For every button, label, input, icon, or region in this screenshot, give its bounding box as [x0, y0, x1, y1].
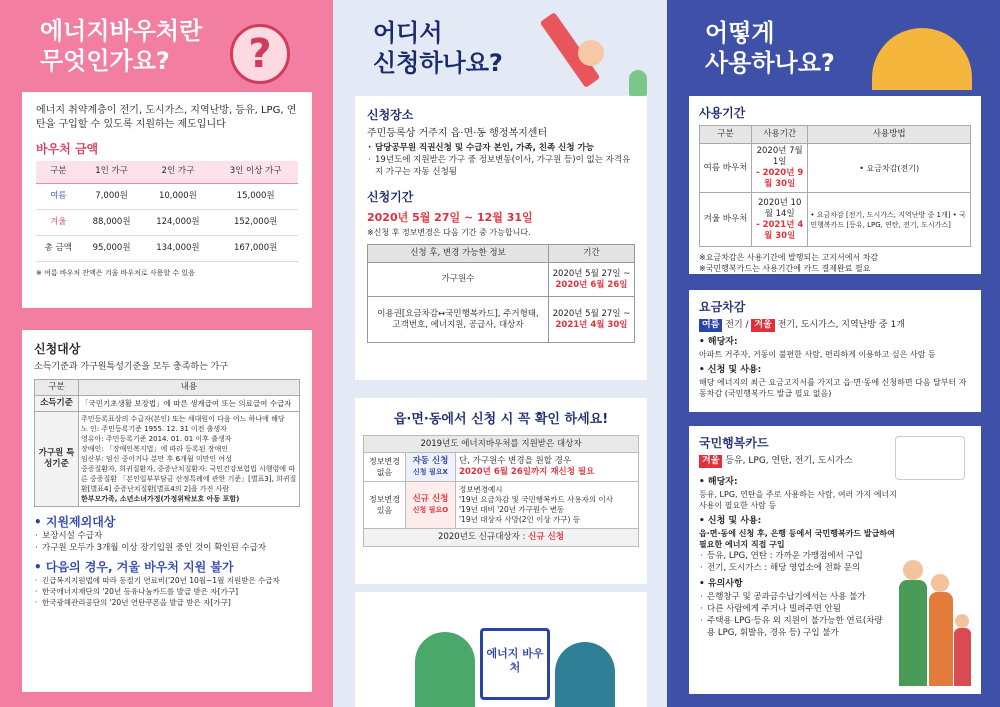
table-row	[364, 482, 639, 529]
bill-heading: 요금차감	[699, 300, 746, 314]
row-label: 소득기준	[35, 396, 79, 412]
row-label: 정보변경 없음	[364, 453, 406, 482]
happy-card-card	[689, 426, 981, 694]
panel-how-to-use	[667, 0, 1000, 707]
col-header: 1인 가구	[81, 161, 143, 183]
col-header: 기간	[549, 245, 635, 263]
use-note-2: ※국민행복카드는 사용기간에 카드 결제완료 필요	[699, 264, 871, 273]
cell-highlight: 2020년 6월 26일까지 재신청 필요	[459, 467, 595, 477]
table-cell: 124,000원	[143, 209, 214, 235]
person-body	[899, 580, 927, 686]
date-start: 2020년 5월 27일 ~	[552, 268, 631, 279]
new-apply-label: 신규 신청	[412, 494, 449, 504]
amount-heading: 바우처 금액	[36, 142, 99, 156]
footer-text: 2020년도 신규대상자 :	[438, 532, 529, 542]
amount-table	[36, 161, 298, 262]
table-cell: • 요금차감 [전기, 도시가스, 지역난방 중 1개] • 국민행복카드 [등유, LPG, 연탄, 전기, 도시가스]	[808, 193, 971, 247]
place-main: 주민등록상 거주지 읍·면·동 행정복지센터	[367, 128, 548, 139]
table-cell: 가구원수	[368, 263, 549, 297]
title-line-2: 신청하나요?	[373, 49, 503, 77]
list-item: · 보장시설 수급자	[34, 530, 300, 542]
change-table	[367, 244, 635, 343]
table-row	[700, 144, 971, 193]
row-label: 가구원 특성기준	[35, 412, 79, 507]
table-cell: 134,000원	[143, 235, 214, 261]
criteria-line: 임산부: 임신 중이거나 분만 후 6개월 미만인 여성	[81, 455, 232, 463]
date-end: - 2021년 4월 30일	[756, 219, 804, 241]
panel-title	[373, 18, 503, 78]
table-cell	[752, 144, 808, 193]
list-item: · 19년도에 지원받은 가구 중 정보변동(이사, 가구원 등)이 없는 자격유지 가구는 자동 신청됨	[367, 154, 635, 178]
col-header: 2인 가구	[143, 161, 214, 183]
date-start: 2020년 10월 14일	[758, 197, 802, 219]
place-heading: 신청장소	[367, 108, 414, 122]
table-row	[36, 183, 298, 209]
use-note-1: ※요금차감은 사용기간에 발행되는 고지서에서 차감	[699, 253, 879, 262]
plant-illustration	[629, 70, 647, 96]
card-image	[895, 436, 965, 480]
person-head	[931, 574, 949, 592]
cell-text: 정보변경예시	[459, 485, 503, 494]
footer-cell	[364, 529, 639, 547]
member-criteria-cell	[79, 412, 300, 507]
house-icon: 에너지 바우처	[480, 628, 550, 700]
table-row	[368, 297, 635, 343]
cell-text: '19년 대비 '20년 가구원수 변동	[459, 505, 565, 514]
title-line-1: 어디서	[373, 19, 443, 47]
table-cell: 15,000원	[213, 183, 298, 209]
exclusion-list	[34, 530, 300, 554]
check-table	[363, 435, 639, 547]
target-desc: 소득기준과 가구원특성기준을 모두 충족하는 가구	[34, 362, 229, 372]
title-line-1: 어떻게	[705, 19, 775, 47]
winter-tag: 겨울	[699, 455, 722, 468]
title-line-1: 에너지바우처란	[40, 17, 203, 45]
summer-tag: 여름	[699, 319, 722, 332]
place-list	[367, 142, 635, 178]
table-cell: • 요금차감(전기)	[808, 144, 971, 193]
col-header: 신청 후, 변경 가능한 정보	[368, 245, 549, 263]
col-header: 사용기간	[752, 126, 808, 144]
title-line-2: 무엇인가요?	[40, 47, 170, 75]
sub-label: 신청 필요O	[412, 506, 449, 514]
period-heading: 신청기간	[367, 190, 414, 204]
table-row	[368, 263, 635, 297]
col-header: 2019년도 에너지바우처를 지원받은 대상자	[364, 436, 639, 453]
bill-apply-text: 해당 에너지의 최근 요금고지서를 가지고 읍·면·동에 신청하면 다음 달부터 자동차감 (국민행복카드 발급 필요 없음)	[699, 378, 967, 398]
card-target-heading: • 해당자:	[699, 477, 738, 487]
date-end: - 2020년 9월 30일	[756, 168, 804, 189]
auto-apply-label: 자동 신청	[412, 456, 449, 466]
table-row	[35, 412, 300, 507]
application-card	[355, 96, 647, 380]
use-heading: 사용기간	[699, 106, 746, 120]
list-item: · 다른 사람에게 주거나 빌려주면 안됨	[699, 603, 889, 615]
list-item: · 담당공무원 직권신청 및 수급자 본인, 가족, 친족 신청 가능	[367, 142, 635, 154]
col-header: 사용방법	[808, 126, 971, 144]
card-use-list	[699, 550, 899, 574]
period-note: ※신청 후 정보변경은 다음 기간 중 가능합니다.	[367, 228, 531, 237]
table-row	[36, 235, 298, 261]
table-row	[364, 453, 639, 482]
bill-target-text: 아파트 거주자, 거동이 불편한 사람, 편리하게 이용하고 싶은 사람 등	[699, 350, 936, 359]
footer-highlight: 신규 신청	[528, 532, 564, 542]
person-body	[954, 628, 971, 686]
panel-what-is-voucher	[0, 0, 333, 707]
target-heading: 신청대상	[34, 342, 81, 356]
usage-table	[699, 125, 971, 247]
laptop-person-illustration	[872, 28, 972, 90]
person-body	[929, 592, 953, 686]
bill-apply-heading: • 신청 및 사용:	[699, 365, 762, 375]
table-cell: 88,000원	[81, 209, 143, 235]
table-cell: 이용권[요금차감↔국민행복카드], 주거형태, 고객번호, 에너지원, 공급사, 대상자	[368, 297, 549, 343]
table-cell: 152,000원	[213, 209, 298, 235]
criteria-line: 중증질환자, 희귀질환자, 중증난치질환자: 국민건강보험법 시행령에 따른 중증질환 「본인일부부담금 산정특례에 관한 기준」[별표3], 희귀질환[별표4] 중증난치질환[별표4의 2]을 가진 사람	[81, 465, 297, 493]
table-row	[700, 193, 971, 247]
card-apply-text: 읍·면·동에 신청 후, 은행 등에서 국민행복카드 발급하여 필요한 에너지 직접 구입	[699, 529, 895, 549]
col-header: 내용	[79, 380, 300, 396]
winter-tag: 겨울	[751, 319, 774, 332]
panel-title	[40, 16, 202, 76]
question-mark-illustration: ?	[230, 24, 290, 84]
voucher-amount-card	[22, 92, 312, 308]
list-item: · 한국광해관리공단의 '20년 연탄쿠폰을 발급 받은 자[가구]	[34, 597, 300, 608]
table-cell: 「국민기초생활 보장법」에 따른 생계급여 또는 의료급여 수급자	[79, 396, 300, 412]
usage-period-card	[689, 96, 981, 274]
col-header: 구분	[700, 126, 752, 144]
row-label: 겨울 바우처	[700, 193, 752, 247]
bill-energy-line	[699, 319, 971, 332]
list-item: · 등유, LPG, 연탄 : 가까운 가맹점에서 구입	[699, 550, 899, 562]
col-header: 구분	[36, 161, 81, 183]
date-end: 2021년 4월 30일	[555, 319, 628, 330]
date-start: 2020년 7월 1일	[756, 146, 803, 167]
winter-exclusion-heading: • 다음의 경우, 겨울 바우처 지원 불가	[34, 560, 234, 574]
table-row	[36, 209, 298, 235]
caution-list	[699, 591, 889, 639]
row-label: 여름	[36, 183, 81, 209]
person-illustration	[578, 40, 604, 66]
card-energy-text: 등유, LPG, 연탄, 전기, 도시가스	[725, 456, 853, 466]
table-cell: 167,000원	[213, 235, 298, 261]
table-cell	[549, 263, 635, 297]
type-cell	[406, 482, 456, 529]
list-item: · 주택용 LPG·등유 외 지원이 불가능한 연료(차량용 LPG, 휘발유, 경유 등) 구입 불가	[699, 615, 889, 639]
type-cell	[406, 453, 456, 482]
winter-exclusion-list	[34, 575, 300, 608]
cell-text: '19년 대상자 사망(2인 이상 가구) 등	[459, 515, 581, 524]
cell-text: 단, 가구원수 변경을 원할 경우	[459, 456, 572, 466]
list-item: · 긴급복지지원법에 따라 동절기 연료비('20년 10월~1월 지원받은 수급자	[34, 575, 300, 586]
criteria-line: 영유아: 주민등록기준 2014. 01. 01 이후 출생자	[81, 435, 232, 443]
check-heading: 읍·면·동에서 신청 시 꼭 확인 하세요!	[393, 412, 609, 427]
period-main: 2020년 5월 27일 ~ 12월 31일	[367, 211, 533, 224]
eligibility-card	[22, 330, 312, 692]
panel-title	[705, 18, 835, 78]
table-row	[35, 396, 300, 412]
criteria-line: 한부모가족, 소년소녀가정(가정위탁보호 아동 포함)	[81, 495, 240, 503]
person-head	[955, 614, 969, 628]
table-cell	[752, 193, 808, 247]
row-label: 총 금액	[36, 235, 81, 261]
table-cell	[456, 453, 639, 482]
panel-where-apply	[333, 0, 667, 707]
table-cell: 7,000원	[81, 183, 143, 209]
row-label: 여름 바우처	[700, 144, 752, 193]
col-header: 구분	[35, 380, 79, 396]
card-heading: 국민행복카드	[699, 436, 769, 450]
table-cell: 95,000원	[81, 235, 143, 261]
bill-target-heading: • 해당자:	[699, 337, 738, 347]
table-cell	[549, 297, 635, 343]
bush-illustration	[555, 642, 615, 707]
bottom-illustration	[355, 592, 647, 707]
list-item: · 한국에너지재단의 '20년 등유나눔카드를 발급 받은 자[가구]	[34, 586, 300, 597]
sub-label: 신청 필요X	[413, 468, 448, 476]
date-start: 2020년 5월 27일 ~	[552, 308, 631, 319]
list-item: · 은행창구 및 공과금수납기에서는 사용 불가	[699, 591, 889, 603]
cell-text: '19년 요금차감 및 국민행복카드 사용자의 이사	[459, 495, 613, 504]
list-item: · 전기, 도시가스 : 해당 영업소에 전화 문의	[699, 562, 899, 574]
bill-energy-winter: 전기, 도시가스, 지역난방 중 1개	[777, 320, 905, 330]
col-header: 3인 이상 가구	[213, 161, 298, 183]
row-label: 정보변경 있음	[364, 482, 406, 529]
intro-text: 에너지 취약계층이 전기, 도시가스, 지역난방, 등유, LPG, 연탄을 구입할 수 있도록 지원하는 제도입니다	[36, 105, 297, 130]
check-card	[355, 398, 647, 584]
bill-deduction-card	[689, 290, 981, 412]
list-item: · 가구원 모두가 3개월 이상 장기입원 중인 것이 확인된 수급자	[34, 542, 300, 554]
criteria-line: 장애인: 「장애인복지법」에 따라 등록된 장애인	[81, 445, 228, 453]
eligibility-table	[34, 379, 300, 507]
table-cell: 10,000원	[143, 183, 214, 209]
caution-heading: • 유의사항	[699, 579, 743, 589]
row-label: 겨울	[36, 209, 81, 235]
date-end: 2020년 6월 26일	[555, 279, 628, 290]
bush-illustration	[415, 632, 475, 707]
bill-energy-summer: 전기 /	[725, 320, 749, 330]
table-cell	[456, 482, 639, 529]
criteria-line: 노 인: 주민등록기준 1955. 12. 31 이전 출생자	[81, 425, 227, 433]
card-apply-heading: • 신청 및 사용:	[699, 516, 762, 526]
person-head	[903, 560, 923, 580]
amount-note: ※ 여름 바우처 잔액은 겨울 바우처로 사용할 수 있음	[36, 268, 195, 277]
exclusion-heading: • 지원제외대상	[34, 515, 116, 529]
title-line-2: 사용하나요?	[705, 49, 835, 77]
card-target-text: 등유, LPG, 연탄을 주로 사용하는 사람, 여러 가지 에너지 사용이 필요한 사람 등	[699, 490, 898, 510]
family-illustration	[899, 554, 971, 688]
criteria-line: 주민등록표상의 수급자(본인) 또는 세대원이 다음 어느 하나에 해당	[81, 415, 285, 423]
